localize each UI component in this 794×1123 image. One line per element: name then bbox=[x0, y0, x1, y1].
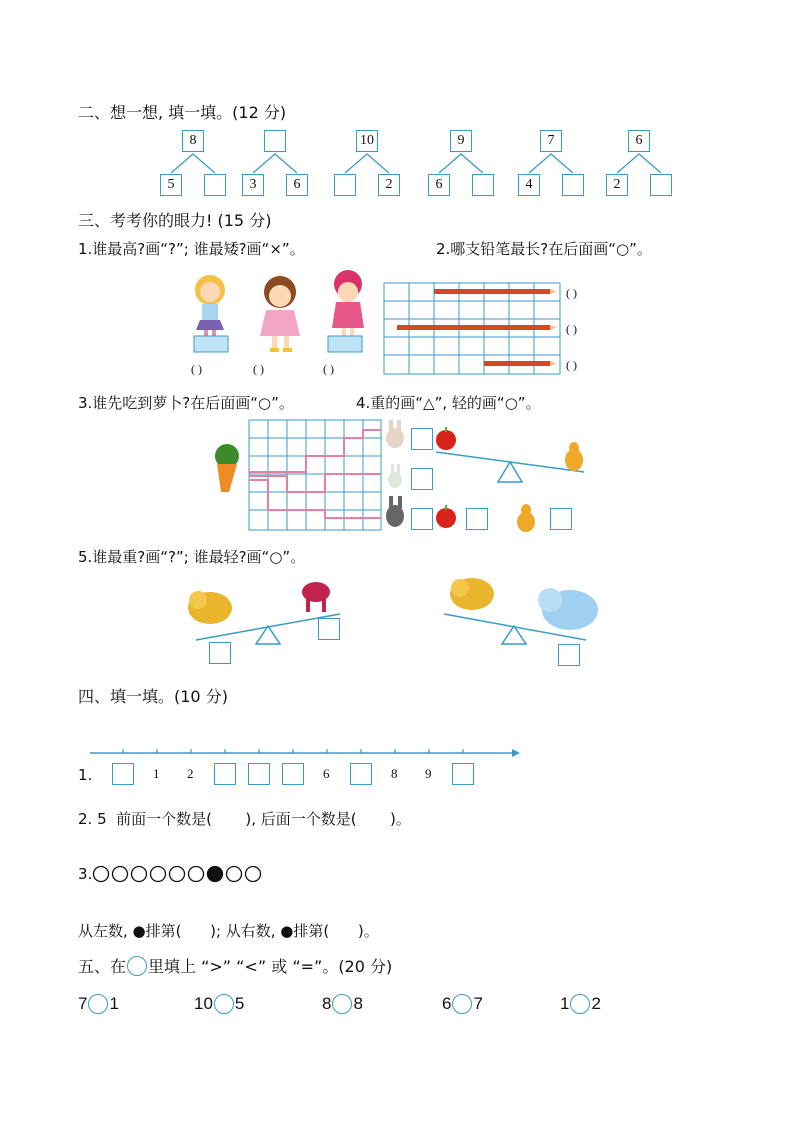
apple-icon bbox=[436, 427, 456, 450]
compare-item bbox=[194, 994, 244, 1014]
q4-3-question: 从左数, ●排第( ); 从右数, ●排第( )。 bbox=[78, 922, 379, 940]
compare-right: 1 bbox=[109, 994, 119, 1013]
compare-right: 2 bbox=[591, 994, 601, 1013]
paren-pencil-2[interactable]: ( ) bbox=[566, 322, 577, 336]
number-line-box[interactable] bbox=[282, 763, 304, 785]
pencil-1-icon bbox=[434, 289, 557, 294]
tree-top-box[interactable]: 7 bbox=[540, 130, 562, 152]
girl-2-icon bbox=[260, 276, 300, 352]
compare-item bbox=[442, 994, 483, 1014]
bull-icon bbox=[188, 591, 232, 624]
tree-right-box[interactable]: 6 bbox=[286, 174, 308, 196]
paren-girl-1[interactable]: ( ) bbox=[191, 362, 202, 376]
q3-3-text: 3.谁先吃到萝卜?在后面画“○”。 bbox=[78, 394, 294, 412]
number-line-box[interactable] bbox=[248, 763, 270, 785]
number-line-box[interactable] bbox=[214, 763, 236, 785]
bull-icon-2 bbox=[450, 578, 494, 610]
pear-icon bbox=[565, 442, 583, 471]
circle-placeholder-icon bbox=[127, 956, 147, 976]
compare-item bbox=[78, 994, 119, 1014]
tree-right-box[interactable]: 2 bbox=[378, 174, 400, 196]
rabbit-2-icon bbox=[388, 464, 402, 488]
q3-5-text: 5.谁最重?画“?”; 谁最轻?画“○”。 bbox=[78, 548, 306, 566]
rabbit-1-icon bbox=[386, 420, 404, 448]
q4-2-text: 2. 5 前面一个数是( ), 后面一个数是( )。 bbox=[78, 810, 411, 828]
tree-right-box[interactable] bbox=[204, 174, 226, 196]
compare-left: 8 bbox=[322, 994, 332, 1013]
girl-1-icon bbox=[195, 275, 225, 336]
number-line bbox=[88, 746, 524, 760]
compare-right: 8 bbox=[353, 994, 363, 1013]
compare-item bbox=[560, 994, 601, 1014]
compare-left: 7 bbox=[78, 994, 88, 1013]
tree-top-box[interactable]: 10 bbox=[356, 130, 378, 152]
carrot-icon bbox=[215, 444, 239, 492]
section5-title bbox=[78, 954, 392, 977]
compare-answer-circle[interactable] bbox=[88, 994, 108, 1014]
tree-left-box[interactable]: 6 bbox=[428, 174, 450, 196]
q3-2-text: 2.哪支铅笔最长?在后面画“○”。 bbox=[436, 240, 652, 258]
pear-answer-box[interactable] bbox=[550, 508, 572, 530]
apple-icon-2 bbox=[436, 505, 456, 528]
elephant-answer-box[interactable] bbox=[558, 644, 580, 666]
pencil-grid bbox=[383, 282, 563, 376]
number-line-value: 6 bbox=[323, 766, 330, 781]
tree-branch bbox=[428, 152, 494, 174]
section5-title-b: 里填上 “>” “<” 或 “=”。(20 分) bbox=[148, 957, 393, 976]
compare-left: 1 bbox=[560, 994, 570, 1013]
circle-sequence bbox=[92, 864, 264, 884]
compare-left: 10 bbox=[194, 994, 213, 1013]
rabbit-3-answer-box[interactable] bbox=[411, 508, 433, 530]
q4-3-label: 3. bbox=[78, 865, 93, 883]
q3-1-text: 1.谁最高?画“?”; 谁最矮?画“×”。 bbox=[78, 240, 305, 258]
animal-balances bbox=[184, 570, 614, 670]
paren-pencil-3[interactable]: ( ) bbox=[566, 358, 577, 372]
section4-title: 四、填一填。(10 分) bbox=[78, 687, 228, 706]
tree-right-box[interactable] bbox=[650, 174, 672, 196]
paren-girl-3[interactable]: ( ) bbox=[323, 362, 334, 376]
number-line-value: 2 bbox=[187, 766, 194, 781]
pencil-3-icon bbox=[484, 361, 557, 366]
tree-left-box[interactable] bbox=[334, 174, 356, 196]
tree-branch bbox=[606, 152, 672, 174]
paren-pencil-1[interactable]: ( ) bbox=[566, 286, 577, 300]
number-line-box[interactable] bbox=[452, 763, 474, 785]
number-line-box[interactable] bbox=[112, 763, 134, 785]
rabbit-3-icon bbox=[386, 496, 404, 527]
tree-left-box[interactable]: 4 bbox=[518, 174, 540, 196]
tree-branch bbox=[334, 152, 400, 174]
tree-top-box[interactable] bbox=[264, 130, 286, 152]
section5-title-a: 五、在 bbox=[78, 957, 127, 976]
number-line-value: 9 bbox=[425, 766, 432, 781]
apple-answer-box[interactable] bbox=[466, 508, 488, 530]
q4-1-label: 1. bbox=[78, 766, 93, 784]
tree-branch bbox=[518, 152, 584, 174]
tree-branch bbox=[242, 152, 308, 174]
compare-answer-circle[interactable] bbox=[570, 994, 590, 1014]
pedestal-3 bbox=[328, 336, 362, 352]
carrot-maze bbox=[205, 418, 435, 532]
compare-answer-circle[interactable] bbox=[332, 994, 352, 1014]
number-line-box[interactable] bbox=[350, 763, 372, 785]
compare-answer-circle[interactable] bbox=[452, 994, 472, 1014]
number-line-value: 8 bbox=[391, 766, 398, 781]
girl-3-icon bbox=[332, 270, 364, 336]
tree-left-box[interactable]: 3 bbox=[242, 174, 264, 196]
rabbit-1-answer-box[interactable] bbox=[411, 428, 433, 450]
tree-right-box[interactable] bbox=[562, 174, 584, 196]
q3-4-text: 4.重的画“△”, 轻的画“○”。 bbox=[356, 394, 541, 412]
tree-top-box[interactable]: 6 bbox=[628, 130, 650, 152]
pedestal-1 bbox=[194, 336, 228, 352]
pencil-2-icon bbox=[397, 325, 557, 330]
three-girls-illustration bbox=[180, 270, 380, 360]
tree-left-box[interactable]: 5 bbox=[160, 174, 182, 196]
rabbit-2-answer-box[interactable] bbox=[411, 468, 433, 490]
tree-top-box[interactable]: 8 bbox=[182, 130, 204, 152]
tree-branch bbox=[160, 152, 226, 174]
compare-item bbox=[322, 994, 363, 1014]
compare-right: 5 bbox=[234, 994, 245, 1013]
number-line-value: 1 bbox=[153, 766, 160, 781]
compare-left: 6 bbox=[442, 994, 452, 1013]
tree-top-box[interactable]: 9 bbox=[450, 130, 472, 152]
compare-answer-circle[interactable] bbox=[214, 994, 234, 1014]
tree-left-box[interactable]: 2 bbox=[606, 174, 628, 196]
section2-title: 二、想一想, 填一填。(12 分) bbox=[78, 103, 287, 122]
paren-girl-2[interactable]: ( ) bbox=[253, 362, 264, 376]
horse-answer-box[interactable] bbox=[318, 618, 340, 640]
compare-right: 7 bbox=[473, 994, 483, 1013]
horse-icon bbox=[302, 582, 330, 612]
elephant-icon bbox=[538, 588, 598, 630]
q4-3-row bbox=[78, 864, 264, 884]
section3-title: 三、考考你的眼力! (15 分) bbox=[78, 211, 272, 230]
bull-answer-box[interactable] bbox=[209, 642, 231, 664]
pear-icon-2 bbox=[517, 504, 535, 532]
tree-right-box[interactable] bbox=[472, 174, 494, 196]
